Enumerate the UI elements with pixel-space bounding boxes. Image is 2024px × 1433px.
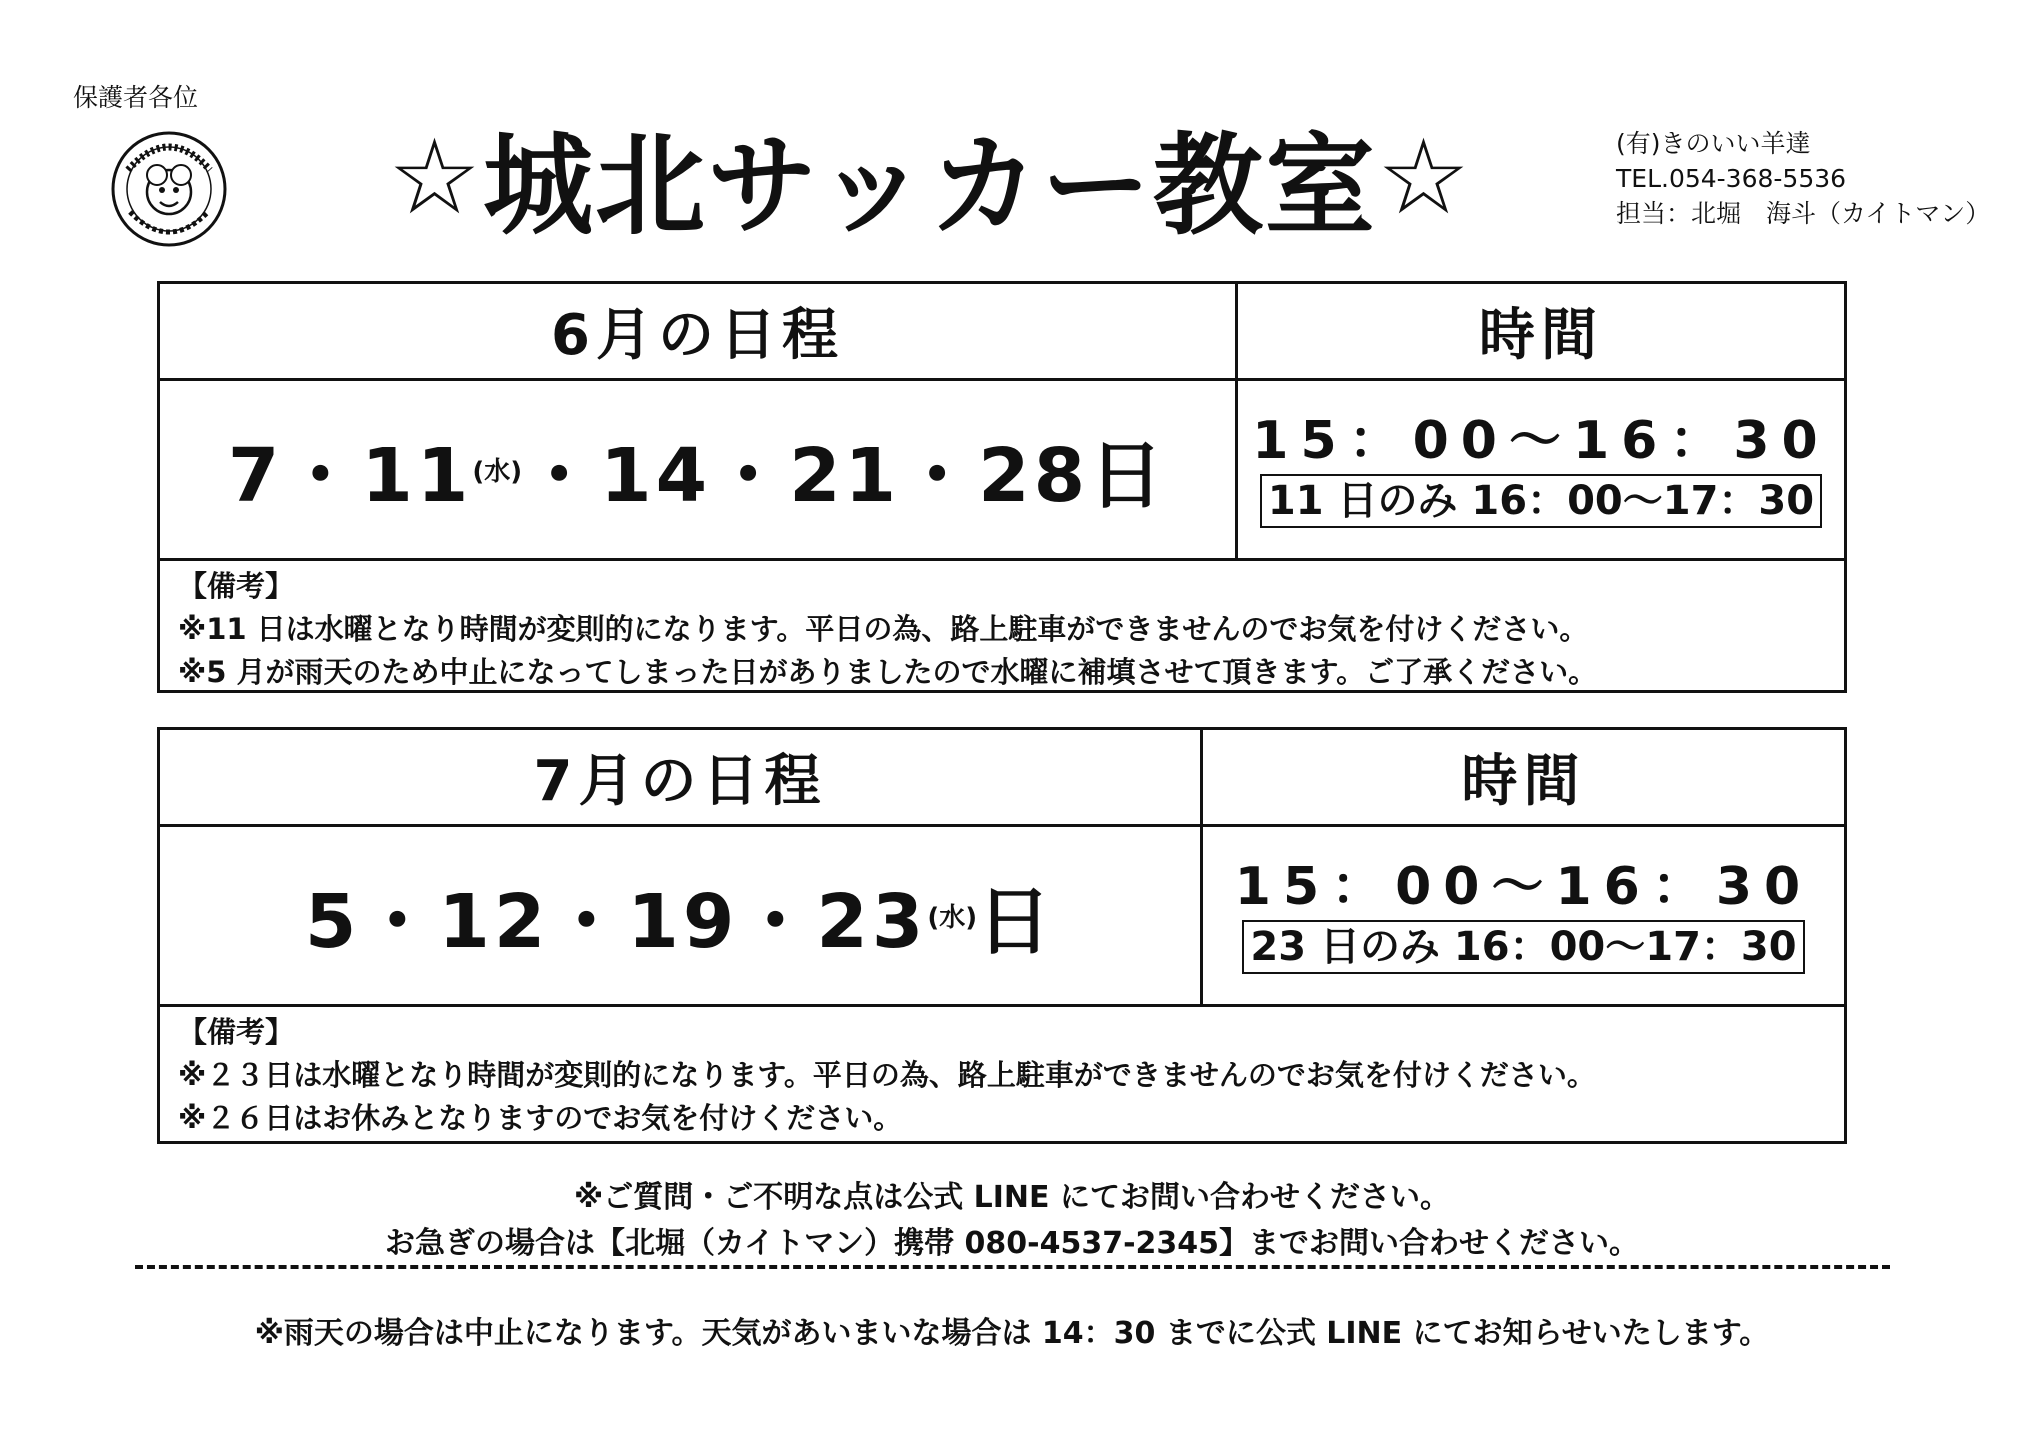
june-note-1: ※11 日は水曜となり時間が変則的になります。平日の為、路上駐車ができませんのでお気を付けください。 [178,612,1589,646]
july-dates-cell [157,824,1203,1007]
june-dates-header: 6月の日程 [157,281,1238,381]
june-note-2: ※5 月が雨天のため中止になってしまった日がありましたので水曜に補填させて頂きます。ご了承ください。 [178,655,1598,689]
july-time-header: 時間 [1200,727,1847,827]
star-left-icon: ☆ [387,116,484,238]
title-text: 城北サッカー教室 [483,122,1377,250]
sheep-logo-icon [110,130,228,248]
june-time-cell [1235,378,1847,561]
june-notes-label: 【備考】 [178,569,295,603]
july-dates-b: 日 [977,878,1056,965]
footer-line-rain: ※雨天の場合は中止になります。天気があいまいな場合は 14：30 までに公式 LINE にてお知らせいたします。 [254,1316,1770,1351]
company-name: (有)きのいい羊達 [1616,129,1811,158]
footer-line-inquiry: ※ご質問・ご不明な点は公式 LINE にてお問い合わせください。 [574,1180,1450,1215]
july-notes [157,1004,1847,1144]
june-time: 15：00〜16：30 [1252,410,1830,471]
june-notes [157,558,1847,693]
company-info [1616,126,1990,231]
june-dates-cell [157,378,1238,561]
june-time-header: 時間 [1235,281,1847,381]
june-time-note: 11 日のみ 16：00〜17：30 [1260,474,1822,528]
july-time-note: 23 日のみ 16：00〜17：30 [1242,920,1804,974]
company-contact: 担当：北堀 海斗（カイトマン） [1616,199,1991,228]
july-day-of-week: (水) [927,903,978,933]
july-time: 15：00〜16：30 [1234,856,1813,917]
company-tel: TEL.054-368-5536 [1616,164,1847,193]
footer-line-urgent: お急ぎの場合は【北堀（カイトマン）携帯 080-4537-2345】までお問い合わせください。 [384,1226,1640,1261]
july-note-2: ※２６日はお休みとなりますのでお気を付けください。 [178,1101,903,1135]
june-day-of-week: (水) [472,457,523,487]
july-time-cell [1200,824,1847,1007]
recipient-label: 保護者各位 [73,83,199,112]
dashed-divider [135,1265,1890,1269]
june-dates-b: ・14・21・28日 [522,432,1168,519]
july-note-1: ※２３日は水曜となり時間が変則的になります。平日の為、路上駐車ができませんのでお気を付けください。 [178,1058,1596,1092]
june-dates-a: 7・11 [227,432,473,519]
star-right-icon: ☆ [1376,116,1473,238]
page-title [360,112,1500,250]
july-dates-header: 7月の日程 [157,727,1203,827]
july-dates-a: 5・12・19・23 [304,878,928,965]
july-notes-label: 【備考】 [178,1015,295,1049]
